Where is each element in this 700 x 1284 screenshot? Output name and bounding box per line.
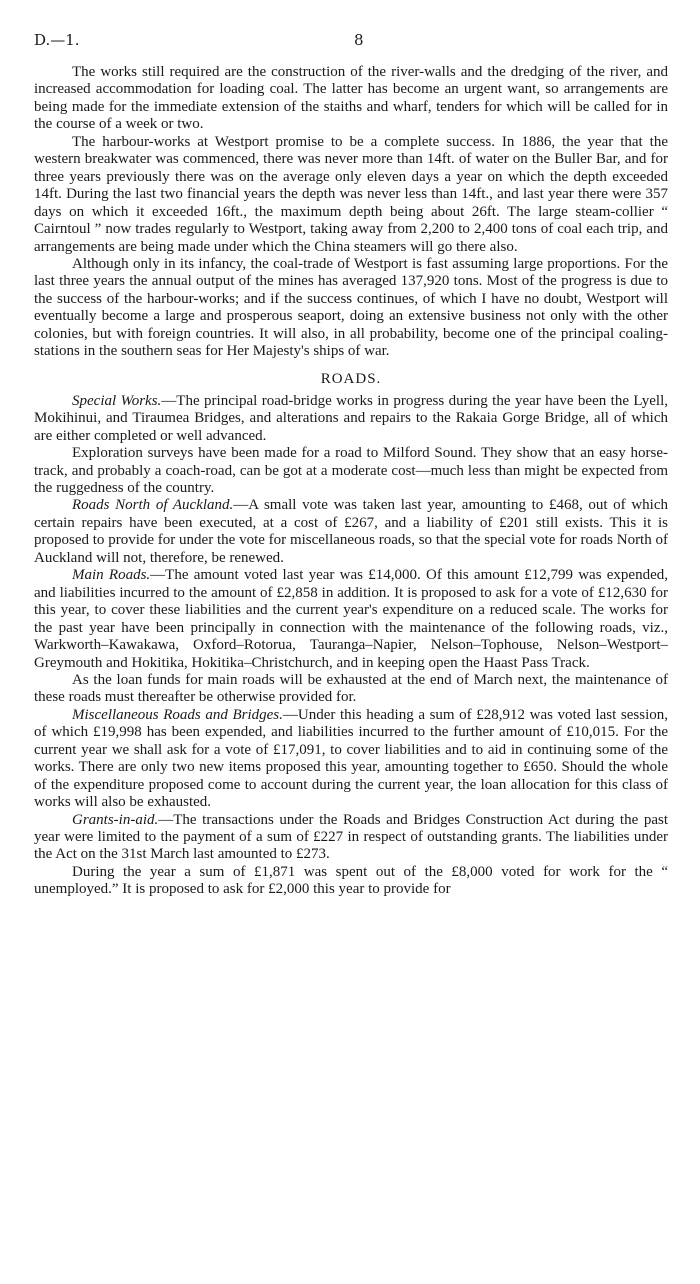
page-number: 8: [354, 31, 364, 49]
run-in-heading-miscellaneous: Miscellaneous Roads and Bridges.: [72, 706, 283, 723]
paragraph-exploration-surveys: Exploration surveys have been made for a road to Milford Sound. They show that an easy horse-track, and probably a coach-road, can be got at a moderate cost—much less than might be expected from the ruggedness of the country.: [34, 445, 668, 496]
paragraph-grants-in-aid: [34, 812, 668, 864]
grants-in-aid-text: —The transactions under the Roads and Bridges Construction Act during the past year were limited to the payment of a sum of £227 in respect of outstanding grants. The liabilities under the Act on the 31st March last amounted to £273.: [34, 811, 668, 863]
paragraph-unemployed: During the year a sum of £1,871 was spent out of the £8,000 voted for work for the “ unemployed.” It is proposed to ask for £2,000 this year to provide for: [34, 863, 668, 898]
special-works-text: —The principal road-bridge works in progress during the year have been the Lyell, Mokihinui, and Tiraumea Bridges, and alterations and repairs to the Rakaia Gorge Bridge, all of which are either completed or well advanced.: [34, 392, 668, 444]
paragraph-miscellaneous-roads: [34, 707, 668, 812]
body-text: [34, 64, 668, 899]
run-in-heading-grants-in-aid: Grants-in-aid.: [72, 811, 159, 828]
paragraph-coal-trade: Although only in its infancy, the coal-trade of Westport is fast assuming large proportions. For the last three years the annual output of the mines has averaged 137,920 tons. Most of the progress is due to the success of the harbour-works; and if the success continues, of which I have no doubt, Westport will eventually become a large and prosperous seaport, doing an extensive business not only with the other colonies, but with foreign countries. It will also, in all probability, become one of the principal coaling-stations in the southern seas for Her Majesty's ships of war.: [34, 255, 668, 360]
paragraph-main-roads: [34, 567, 668, 672]
section-heading-roads: ROADS.: [320, 370, 382, 387]
document-id: D.—1.: [34, 31, 80, 49]
paragraph-harbour-works-required: The works still required are the construction of the river-walls and the dredging of the river, and increased accommodation for loading coal. The latter has become an urgent want, so arrangements are being made for the immediate extension of the staiths and wharf, tenders for which will be called for in the course of a week or two.: [34, 64, 668, 133]
paragraph-special-works: [34, 393, 668, 445]
miscellaneous-text: —Under this heading a sum of £28,912 was voted last session, of which £19,998 has been expended, and liabilities incurred to the further amount of £10,015. For the current year we shall ask for a vote of £17,091, to cover liabilities and to aid in continuing some of the works. There are only two new items proposed this year, amounting together to £650. Should the whole of the expenditure proposed come to account during the current year, the loan allocation for this class of works will also be exhausted.: [34, 706, 669, 811]
main-roads-text: —The amount voted last year was £14,000. Of this amount £12,799 was expended, and liabilities incurred to the amount of £2,858 in addition. It is proposed to ask for a vote of £12,630 for this year, to cover these liabilities and the current year's expenditure on a reduced scale. The works for the past year have been principally in connection with the maintenance of the following roads, viz., Warkworth–Kawakawa, Oxford–Rotorua, Tauranga–Napier, Nelson–Tophouse, Nelson–Westport–Greymouth and Hokitika, Hokitika–Christchurch, and in keeping open the Haast Pass Track.: [34, 567, 668, 671]
run-in-heading-roads-north: Roads North of Auckland.: [72, 497, 234, 514]
document-page: [34, 30, 668, 899]
paragraph-westport-harbour: The harbour-works at Westport promise to be a complete success. In 1886, the year that the western breakwater was commenced, there was never more than 14ft. of water on the Buller Bar, and for three years previously there was on the average only eleven days a year on which the depth exceeded 14ft. During the last two financial years the depth was never less than 14ft., and last year there were 357 days on which it exceeded 16ft., the maximum depth being about 26ft. The large steam-collier “ Cairntoul ” now trades regularly to Westport, taking away from 2,200 to 2,400 tons of coal each trip, and arrangements are being made under which the China steamers will go there also.: [34, 133, 668, 255]
paragraph-roads-north-of-auckland: [34, 497, 668, 567]
running-header: [34, 30, 668, 54]
paragraph-loan-funds: As the loan funds for main roads will be exhausted at the end of March next, the maintenance of these roads must thereafter be otherwise provided for.: [34, 671, 668, 706]
run-in-heading-special-works: Special Works.: [72, 392, 162, 409]
roads-north-text: —A small vote was taken last year, amounting to £468, out of which certain repairs have been executed, at a cost of £267, and a liability of £201 still exists. This it is proposed to provide for under the vote for miscellaneous roads, so that the special vote for roads North of Auckland will not, therefore, be renewed.: [34, 497, 668, 566]
run-in-heading-main-roads: Main Roads.: [72, 567, 151, 584]
